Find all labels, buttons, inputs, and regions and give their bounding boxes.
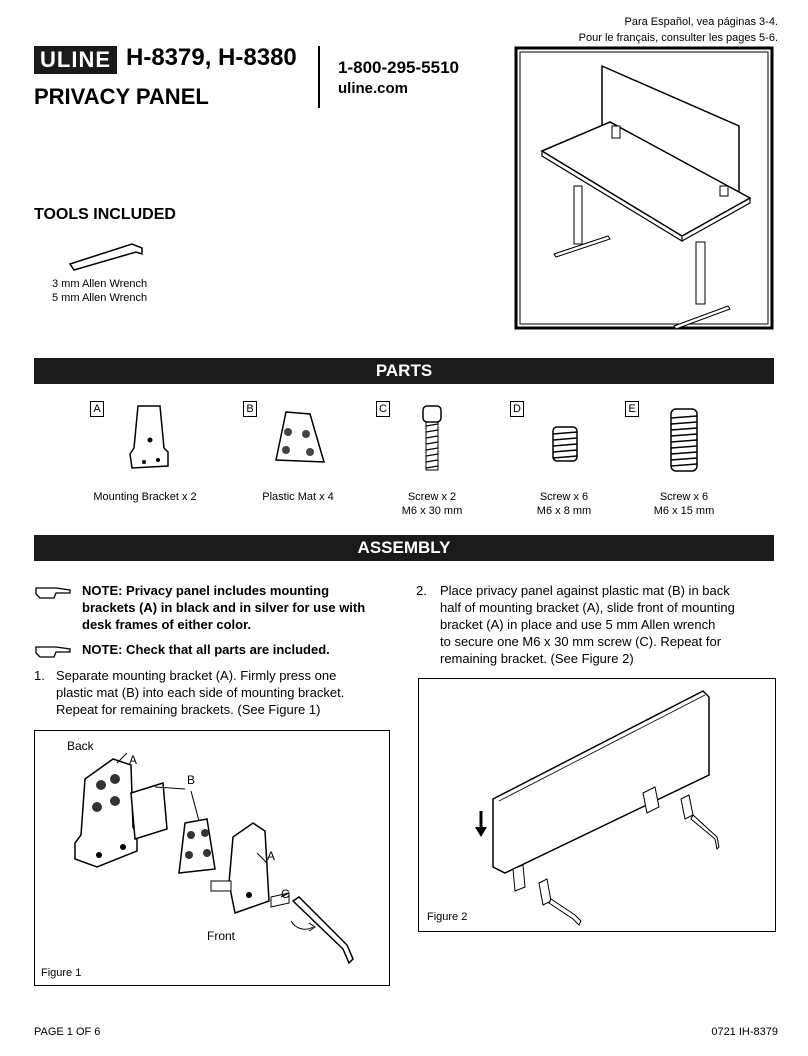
figure-1-drawing <box>35 731 389 985</box>
step-line: half of mounting bracket (A), slide front of mounting <box>440 600 735 615</box>
step-line: plastic mat (B) into each side of mounting bracket. <box>56 685 345 700</box>
mounting-bracket-icon <box>124 402 174 474</box>
figure-1-caption: Figure 1 <box>41 967 82 979</box>
label-a: A <box>267 849 276 863</box>
document-code: 0721 IH-8379 <box>711 1026 778 1038</box>
figure-2-drawing <box>419 679 775 931</box>
part-name-e <box>614 490 754 518</box>
part-letter-e: E <box>625 401 639 417</box>
label-a: A <box>129 753 138 767</box>
screw-c-icon <box>420 404 444 472</box>
part-spec: M6 x 15 mm <box>653 505 715 517</box>
page-number: PAGE 1 OF 6 <box>34 1026 101 1038</box>
part-name-a <box>75 490 215 504</box>
pointing-hand-icon <box>34 643 72 659</box>
part-name-c <box>362 490 502 518</box>
part-letter-b: B <box>243 401 257 417</box>
allen-wrench-icon <box>66 236 146 272</box>
tools-heading: TOOLS INCLUDED <box>34 206 176 223</box>
part-name: Screw x 2 <box>407 491 457 503</box>
part-name: Mounting Bracket x 2 <box>93 491 197 503</box>
tools-list <box>52 277 147 305</box>
assembly-heading: ASSEMBLY <box>34 535 774 561</box>
part-name: Screw x 6 <box>539 491 589 503</box>
label-front: Front <box>207 929 236 943</box>
phone-number: 1-800-295-5510 <box>338 58 459 77</box>
step-2-number: 2. <box>416 583 427 598</box>
website-link[interactable]: uline.com <box>338 80 409 97</box>
page-title: PRIVACY PANEL <box>34 84 209 109</box>
step-1-text <box>56 667 344 718</box>
screw-e-icon <box>668 406 700 474</box>
plastic-mat-icon <box>272 408 328 466</box>
label-c: C <box>281 887 290 901</box>
header-divider <box>318 46 320 108</box>
step-line: Separate mounting bracket (A). Firmly press one <box>56 668 337 683</box>
label-back: Back <box>67 739 94 753</box>
part-name: Screw x 6 <box>659 491 709 503</box>
note-line: NOTE: Privacy panel includes mounting <box>82 583 330 598</box>
french-note: Pour le français, consulter les pages 5-6. <box>578 32 778 44</box>
note-line: desk frames of either color. <box>82 617 252 632</box>
language-note <box>579 14 778 46</box>
screw-d-icon <box>550 424 580 464</box>
part-name-b <box>228 490 368 504</box>
step-1-number: 1. <box>34 668 45 683</box>
part-letter-a: A <box>90 401 104 417</box>
part-letter-c: C <box>376 401 390 417</box>
figure-1 <box>34 730 390 986</box>
tool-item: 5 mm Allen Wrench <box>52 292 148 304</box>
step-2-text <box>440 582 735 667</box>
note-brackets <box>82 582 365 633</box>
spanish-note: Para Español, vea páginas 3-4. <box>624 16 778 28</box>
part-name-d <box>494 490 634 518</box>
model-numbers: H-8379, H-8380 <box>126 44 297 71</box>
step-line: to secure one M6 x 30 mm screw (C). Repeat for <box>440 634 722 649</box>
figure-2-caption: Figure 2 <box>427 911 468 923</box>
part-spec: M6 x 30 mm <box>401 505 463 517</box>
label-b: B <box>187 773 196 787</box>
pointing-hand-icon <box>34 584 72 600</box>
step-line: bracket (A) in place and use 5 mm Allen wrench <box>440 617 716 632</box>
uline-logo: ULINE <box>34 46 117 74</box>
part-letter-d: D <box>510 401 524 417</box>
step-line: Place privacy panel against plastic mat (B) in back <box>440 583 730 598</box>
desk-illustration <box>514 46 776 332</box>
tool-item: 3 mm Allen Wrench <box>52 278 148 290</box>
step-line: Repeat for remaining brackets. (See Figure 1) <box>56 702 321 717</box>
step-line: remaining bracket. (See Figure 2) <box>440 651 634 666</box>
part-spec: M6 x 8 mm <box>536 505 592 517</box>
parts-heading: PARTS <box>34 358 774 384</box>
note-check-parts: NOTE: Check that all parts are included. <box>82 642 330 657</box>
part-name: Plastic Mat x 4 <box>262 491 334 503</box>
figure-2 <box>418 678 776 932</box>
note-line: brackets (A) in black and in silver for use with <box>82 600 366 615</box>
